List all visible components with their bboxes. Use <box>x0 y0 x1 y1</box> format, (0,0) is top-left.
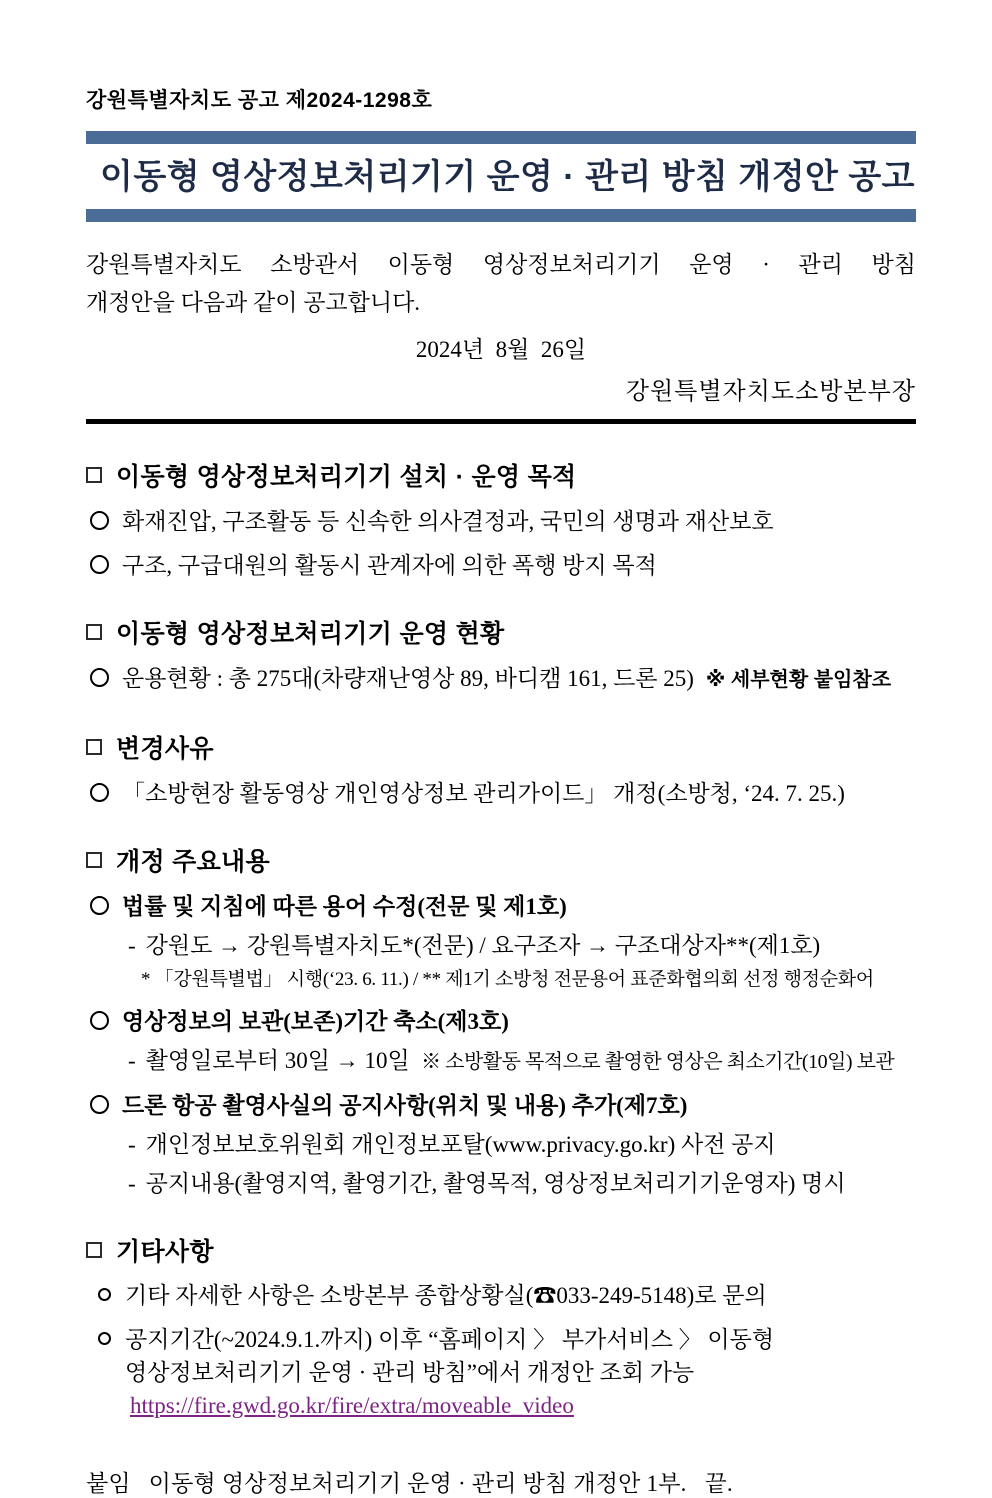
page-title: 이동형 영상정보처리기기 운영 · 관리 방침 개정안 공고 <box>100 158 916 196</box>
changes-item3-title-text: 드론 항공 촬영사실의 공지사항(위치 및 내용) 추가(제7호) <box>122 1093 688 1118</box>
circle-bullet-icon <box>90 783 109 802</box>
changes-item1-footnote: * 「강원특별법」 시행(‘23. 6. 11.) / ** 제1기 소방청 전문용어 표준화협의회 선정 행정순화어 <box>141 969 874 990</box>
section-heading-reason-label: 변경사유 <box>116 735 214 763</box>
section-heading-changes-label: 개정 주요내용 <box>116 848 270 876</box>
intro-line-1: 강원특별자치도 소방관서 이동형 영상정보처리기기 운영 · 관리 방침 <box>86 252 916 277</box>
intro-paragraph <box>86 246 916 322</box>
circle-bullet-icon <box>90 555 109 574</box>
square-bullet-icon <box>86 1242 102 1258</box>
changes-item2-dash1-text <box>146 1046 895 1077</box>
square-bullet-icon <box>86 739 102 755</box>
circle-bullet-icon <box>90 511 109 530</box>
section-heading-reason <box>86 729 916 765</box>
section-heading-etc-label: 기타사항 <box>116 1238 214 1266</box>
etc-bullet-1 <box>86 1279 916 1312</box>
changes-item1-dash1 <box>86 931 916 961</box>
dash-icon: - <box>128 1132 136 1157</box>
changes-item2-title-text: 영상정보의 보관(보존)기간 축소(제3호) <box>122 1009 509 1034</box>
circle-bullet-icon <box>90 668 109 687</box>
circle-bullet-icon <box>90 1011 109 1030</box>
notice-number: 강원특별자치도 공고 제2024-1298호 <box>86 89 433 112</box>
section-heading-purpose-label: 이동형 영상정보처리기기 설치 · 운영 목적 <box>116 463 577 491</box>
status-bullet-text <box>122 663 891 696</box>
header-rule <box>86 419 916 424</box>
dash-icon: - <box>128 933 136 958</box>
square-bullet-icon <box>86 467 102 483</box>
circle-bullet-icon <box>90 1095 109 1114</box>
retention-note: ※ 소방활동 목적으로 촬영한 영상은 최소기간(10일) 보관 <box>421 1051 895 1073</box>
etc-bullet-2-line1: 공지기간(~2024.9.1.까지) 이후 “홈페이지 〉 부가서비스 〉 이동형 <box>125 1327 775 1352</box>
small-circle-bullet-icon <box>98 1288 111 1301</box>
square-bullet-icon <box>86 852 102 868</box>
changes-item3-dash1 <box>86 1130 916 1160</box>
changes-item1-title-text: 법률 및 지침에 따른 용어 수정(전문 및 제1호) <box>122 894 567 919</box>
small-circle-bullet-icon <box>98 1332 111 1345</box>
top-divider-bar <box>86 131 916 144</box>
etc-bullet-1-text: 기타 자세한 사항은 소방본부 종합상황실(☎033-249-5148)로 문의 <box>125 1283 767 1308</box>
announcement-date: 2024년 8월 26일 <box>415 337 587 362</box>
policy-link-line <box>86 1393 916 1419</box>
etc-bullet-2 <box>86 1323 916 1389</box>
retention-change-text: 촬영일로부터 30일 → 10일 <box>145 1048 410 1073</box>
purpose-bullet-1 <box>86 506 916 537</box>
dash-icon: - <box>128 1048 136 1073</box>
section-heading-purpose <box>86 457 916 493</box>
etc-bullet-2-text <box>125 1323 774 1389</box>
changes-item3-dash2-text: 공지내용(촬영지역, 촬영기간, 촬영목적, 영상정보처리기기운영자) 명시 <box>145 1171 846 1196</box>
purpose-bullet-2-text: 구조, 구급대원의 활동시 관계자에 의한 폭행 방지 목적 <box>122 553 657 578</box>
dash-icon: - <box>128 1171 136 1196</box>
attachment-closing-line: 붙임 이동형 영상정보처리기기 운영 · 관리 방침 개정안 1부. 끝. <box>86 1471 733 1496</box>
intro-line-2: 개정안을 다음과 같이 공고합니다. <box>86 290 421 315</box>
status-count-text: 운용현황 : 총 275대(차량재난영상 89, 바디캠 161, 드론 25) <box>122 666 694 691</box>
changes-item3-title <box>86 1090 916 1121</box>
section-heading-status <box>86 614 916 650</box>
status-attachment-note: ※ 세부현황 붙임참조 <box>705 669 892 691</box>
purpose-bullet-1-text: 화재진압, 구조활동 등 신속한 의사결정과, 국민의 생명과 재산보호 <box>122 509 774 534</box>
section-heading-changes <box>86 842 916 878</box>
section-heading-etc <box>86 1232 916 1268</box>
etc-bullet-2-line2: 영상정보처리기기 운영 · 관리 방침”에서 개정안 조회 가능 <box>125 1360 695 1385</box>
changes-item1-title <box>86 891 916 922</box>
section-heading-status-label: 이동형 영상정보처리기기 운영 현황 <box>116 620 505 648</box>
reason-bullet <box>86 778 916 809</box>
changes-item3-dash1-text: 개인정보보호위원회 개인정보포탈(www.privacy.go.kr) 사전 공지 <box>145 1132 776 1157</box>
changes-item2-title <box>86 1006 916 1037</box>
changes-item2-dash1 <box>86 1046 916 1077</box>
title-divider-bar <box>86 209 916 222</box>
status-bullet <box>86 663 916 696</box>
changes-item1-dash1-text: 강원도 → 강원특별자치도*(전문) / 요구조자 → 구조대상자**(제1호) <box>145 933 821 958</box>
policy-url-link[interactable]: https://fire.gwd.go.kr/fire/extra/moveable_video <box>130 1393 574 1418</box>
changes-item3-dash2 <box>86 1169 916 1199</box>
reason-bullet-text: 「소방현장 활동영상 개인영상정보 관리가이드」 개정(소방청, ‘24. 7. 25.) <box>122 781 845 806</box>
circle-bullet-icon <box>90 896 109 915</box>
signer-title: 강원특별자치도소방본부장 <box>625 379 916 405</box>
square-bullet-icon <box>86 624 102 640</box>
purpose-bullet-2 <box>86 550 916 581</box>
